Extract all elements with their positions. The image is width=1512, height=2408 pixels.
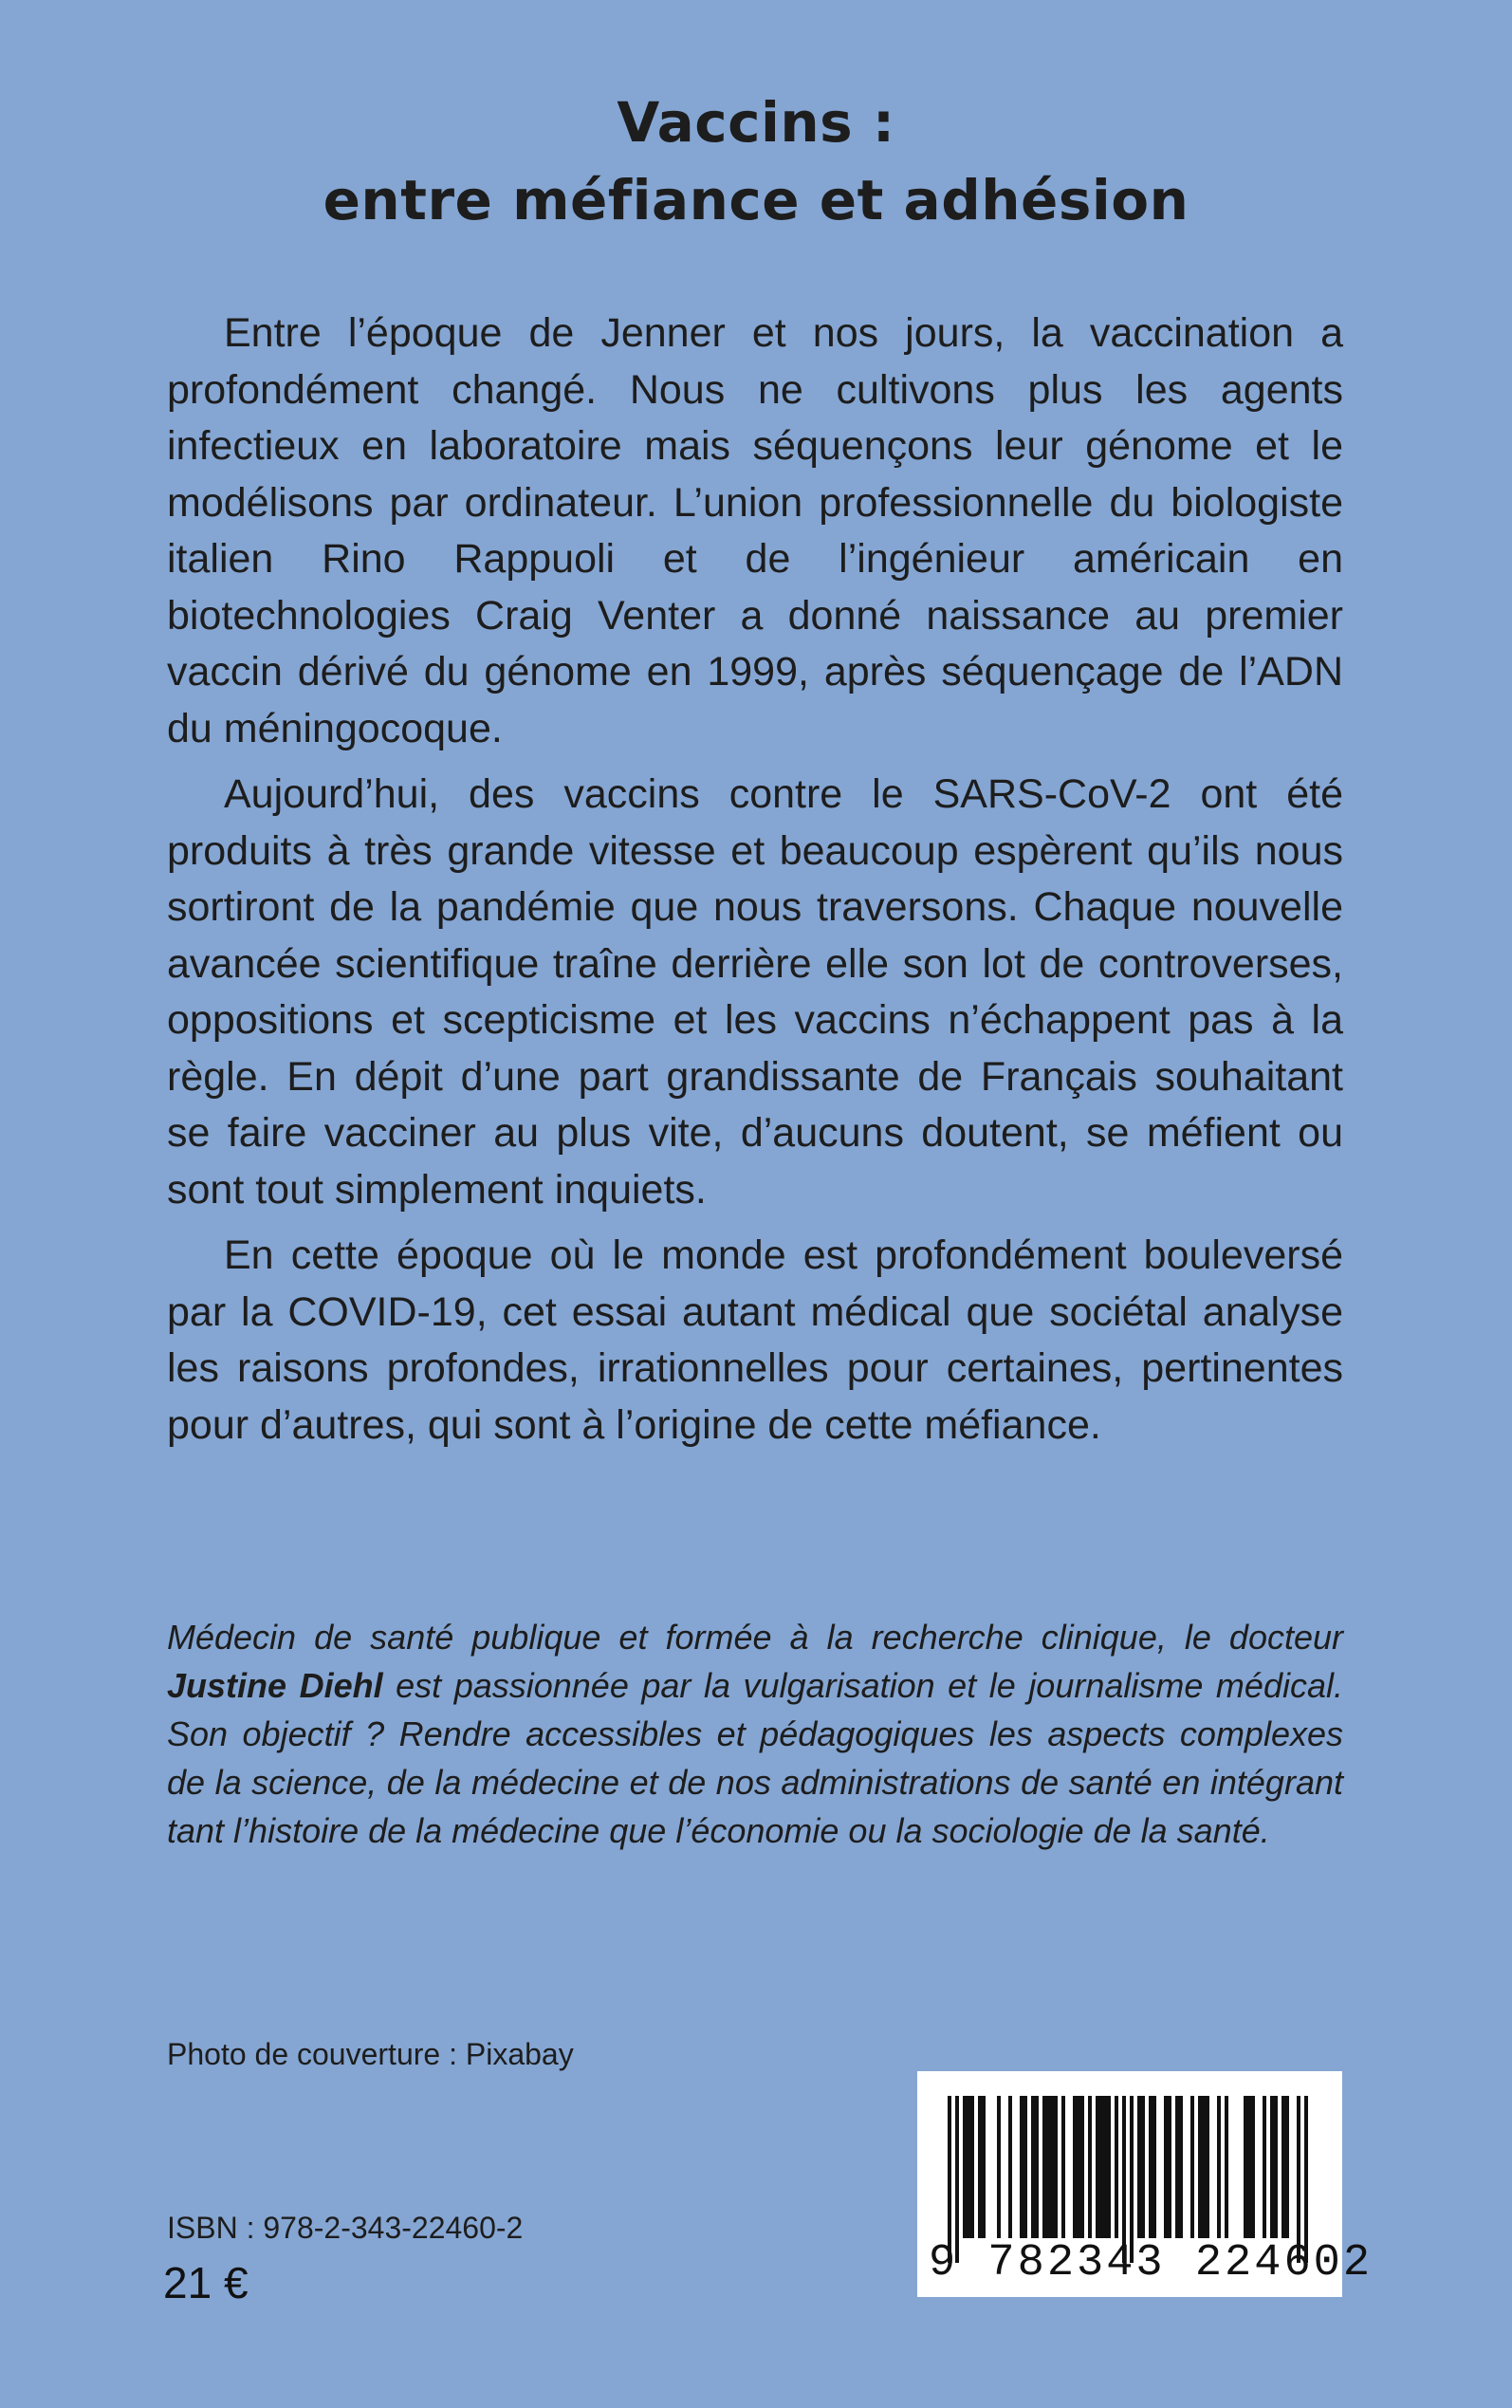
barcode-bar <box>1073 2096 1084 2238</box>
barcode-bar <box>997 2096 1001 2238</box>
barcode-bar <box>1096 2096 1111 2238</box>
barcode-bar <box>1244 2096 1255 2238</box>
barcode-bar <box>1020 2096 1027 2238</box>
barcode-bar <box>1115 2096 1118 2238</box>
author-name: Justine Diehl <box>167 1666 383 1705</box>
barcode-bar <box>1042 2096 1058 2238</box>
book-title-line-2: entre méfiance et adhésion <box>323 168 1189 232</box>
book-title-line-1: Vaccins : <box>617 90 895 155</box>
author-bio-intro: Médecin de santé publique et formée à la recherche clinique, le docteur <box>167 1618 1343 1657</box>
barcode-bar <box>978 2096 986 2238</box>
barcode-bar <box>1164 2096 1171 2238</box>
isbn: ISBN : 978-2-343-22460-2 <box>167 2211 524 2245</box>
synopsis <box>167 306 1343 1454</box>
barcode-bar <box>1225 2096 1228 2238</box>
barcode-bar <box>1061 2096 1065 2238</box>
author-bio <box>167 1613 1343 1855</box>
synopsis-paragraph-2: Aujourd’hui, des vaccins contre le SARS-CoV-2 ont été produits à très grande vitesse et beaucoup espèrent qu’ils nous sortiront de la pandémie que nous traversons. Chaque nouvelle avancée scientifique traîne derrière elle son lot de controverses, oppositions et scepticisme et les vaccins n’échappent pas à la règle. En dépit d’une part grandissante de Français souhaitant se faire vacciner au plus vite, d’aucuns doutent, se méfient ou sont tout simplement inquiets. <box>167 771 1343 1213</box>
barcode-bar <box>1008 2096 1012 2238</box>
price: 21 € <box>163 2258 249 2307</box>
barcode-bar <box>1282 2096 1289 2238</box>
barcode-bar <box>1270 2096 1278 2238</box>
barcode-bar <box>1263 2096 1266 2238</box>
author-bio-rest: est passionnée par la vulgarisation et le journalisme médical. Son objectif ? Rendre accessibles et pédagogiques les aspects complexes de la science, de la médecine et de nos administrations de santé en intégrant tant l’histoire de la médecine que l’économie ou la sociologie de la santé. <box>167 1666 1343 1850</box>
barcode-digits: 9 782343 224602 <box>929 2238 1374 2288</box>
barcode-bar <box>1175 2096 1183 2238</box>
barcode-bar <box>1137 2096 1145 2238</box>
book-title <box>0 83 1512 239</box>
barcode-bar <box>1088 2096 1092 2238</box>
synopsis-paragraph-1: Entre l’époque de Jenner et nos jours, la vaccination a profondément changé. Nous ne cultivons plus les agents infectieux en laboratoire mais séquençons leur génome et le modélisons par ordinateur. L’union professionnelle du biologiste italien Rino Rappuoli et de l’ingénieur américain en biotechnologies Craig Venter a donné naissance au premier vaccin dérivé du génome en 1999, après séquençage de l’ADN du méningocoque. <box>167 310 1343 751</box>
barcode-bar <box>1190 2096 1194 2238</box>
synopsis-paragraph-3: En cette époque où le monde est profondément bouleversé par la COVID-19, cet essai autant médical que sociétal analyse les raisons profondes, irrationnelles pour certaines, pertinentes pour d’autres, qui sont à l’origine de cette méfiance. <box>167 1232 1343 1448</box>
barcode <box>917 2071 1374 2297</box>
barcode-bar <box>963 2096 974 2238</box>
barcode-bar <box>1031 2096 1039 2238</box>
barcode-bar <box>1149 2096 1156 2238</box>
barcode-bar <box>1198 2096 1209 2238</box>
photo-credit: Photo de couverture : Pixabay <box>167 2037 574 2071</box>
barcode-bar <box>1217 2096 1221 2238</box>
